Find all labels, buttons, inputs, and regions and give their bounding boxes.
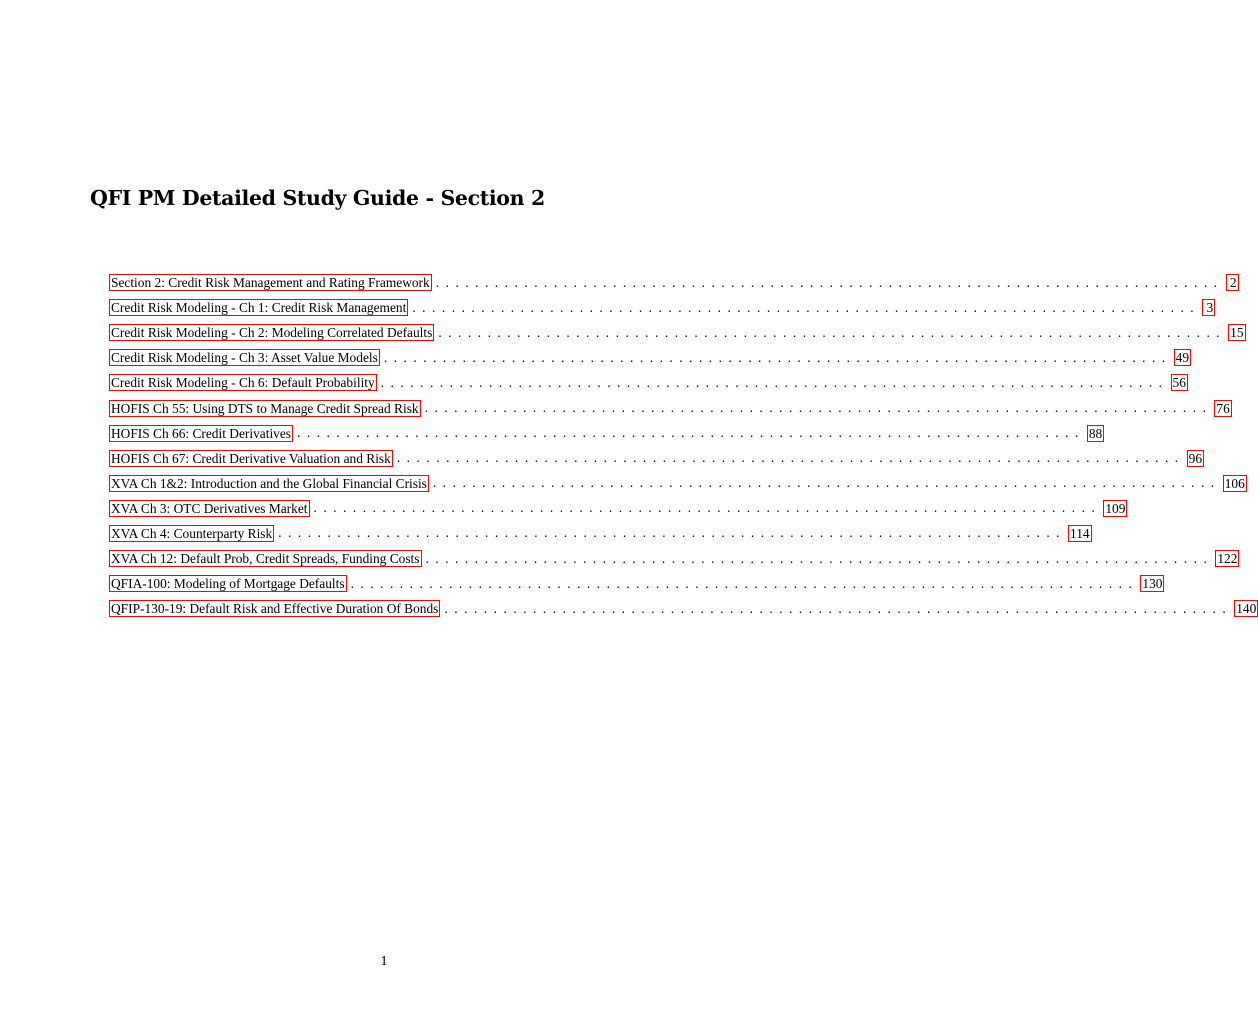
toc-entry-link[interactable]: XVA Ch 3: OTC Derivatives Market: [111, 500, 308, 516]
toc-entry: [109, 446, 1203, 471]
toc-page-link[interactable]: 15: [1230, 325, 1244, 341]
toc-page-link[interactable]: 114: [1070, 525, 1090, 541]
toc-entry: [109, 320, 1244, 345]
toc-entry-link[interactable]: XVA Ch 1&2: Introduction and the Global Financial Crisis: [111, 475, 427, 491]
toc-entry-link[interactable]: HOFIS Ch 67: Credit Derivative Valuation and Risk: [111, 450, 391, 466]
toc-entry: [109, 546, 1238, 571]
toc-page-link[interactable]: 3: [1202, 299, 1215, 316]
toc-entry: [109, 370, 1186, 395]
toc-dot-leader: ................................................................................: [412, 299, 1201, 315]
toc-entry-link[interactable]: QFIP-130-19: Default Risk and Effective Duration Of Bonds: [111, 601, 439, 617]
toc-entry: [109, 345, 1190, 370]
toc-page-link[interactable]: 122: [1217, 551, 1238, 567]
document-title: QFI PM Detailed Study Guide - Section 2: [90, 186, 545, 210]
toc-entry-link[interactable]: HOFIS Ch 66: Credit Derivatives: [111, 425, 292, 441]
toc-dot-leader: ................................................................................: [396, 450, 1185, 466]
toc-entry: [109, 521, 1090, 546]
toc-page-link[interactable]: 2: [1226, 274, 1239, 291]
toc-page-link[interactable]: 56: [1172, 375, 1186, 391]
toc-dot-leader: ................................................................................: [383, 349, 1172, 365]
toc-dot-leader: ................................................................................: [425, 550, 1214, 566]
toc-entry: [109, 471, 1245, 496]
toc-page-link[interactable]: 88: [1088, 425, 1103, 441]
toc-dot-leader: ................................................................................: [380, 374, 1169, 390]
toc-dot-leader: ................................................................................: [444, 600, 1233, 616]
toc-page-link[interactable]: 130: [1142, 576, 1163, 592]
toc-entry: [109, 496, 1126, 521]
toc-dot-leader: ................................................................................: [278, 525, 1067, 541]
toc-entry-link[interactable]: Credit Risk Modeling - Ch 1: Credit Risk Management: [111, 300, 407, 316]
toc-entry: [109, 295, 1214, 320]
toc-entry-link[interactable]: HOFIS Ch 55: Using DTS to Manage Credit Spread Risk: [111, 400, 419, 416]
toc-entry-link[interactable]: XVA Ch 12: Default Prob, Credit Spreads, Funding Costs: [111, 551, 420, 567]
toc-dot-leader: ................................................................................: [297, 425, 1085, 441]
toc-page-link[interactable]: 76: [1216, 400, 1230, 416]
toc-page-link[interactable]: 109: [1105, 500, 1126, 516]
toc-entry: [109, 421, 1103, 446]
toc-entry-link[interactable]: QFIA-100: Modeling of Mortgage Defaults: [111, 576, 345, 592]
toc-dot-leader: ................................................................................: [313, 500, 1102, 516]
toc-entry: [109, 270, 1237, 295]
toc-entry-link[interactable]: Section 2: Credit Risk Management and Rating Framework: [111, 275, 430, 291]
toc-entry-link[interactable]: Credit Risk Modeling - Ch 3: Asset Value Models: [111, 350, 378, 366]
page-number: 1: [380, 954, 388, 969]
toc-dot-leader: ................................................................................: [435, 274, 1224, 290]
toc-entry: [109, 571, 1163, 596]
toc-entry-link[interactable]: Credit Risk Modeling - Ch 2: Modeling Correlated Defaults: [111, 325, 433, 341]
toc-page-link[interactable]: 140: [1236, 601, 1257, 617]
toc-page-link[interactable]: 96: [1188, 450, 1203, 466]
toc-page-link[interactable]: 106: [1224, 475, 1245, 491]
toc-page-link[interactable]: 49: [1175, 350, 1190, 366]
table-of-contents: [109, 270, 1257, 621]
toc-dot-leader: ................................................................................: [432, 475, 1221, 491]
toc-dot-leader: ................................................................................: [350, 575, 1139, 591]
toc-entry: [109, 395, 1230, 420]
toc-dot-leader: ................................................................................: [438, 324, 1227, 340]
toc-dot-leader: ................................................................................: [424, 400, 1213, 416]
toc-entry: [109, 596, 1257, 621]
toc-entry-link[interactable]: XVA Ch 4: Counterparty Risk: [111, 525, 273, 541]
toc-entry-link[interactable]: Credit Risk Modeling - Ch 6: Default Probability: [111, 375, 375, 391]
